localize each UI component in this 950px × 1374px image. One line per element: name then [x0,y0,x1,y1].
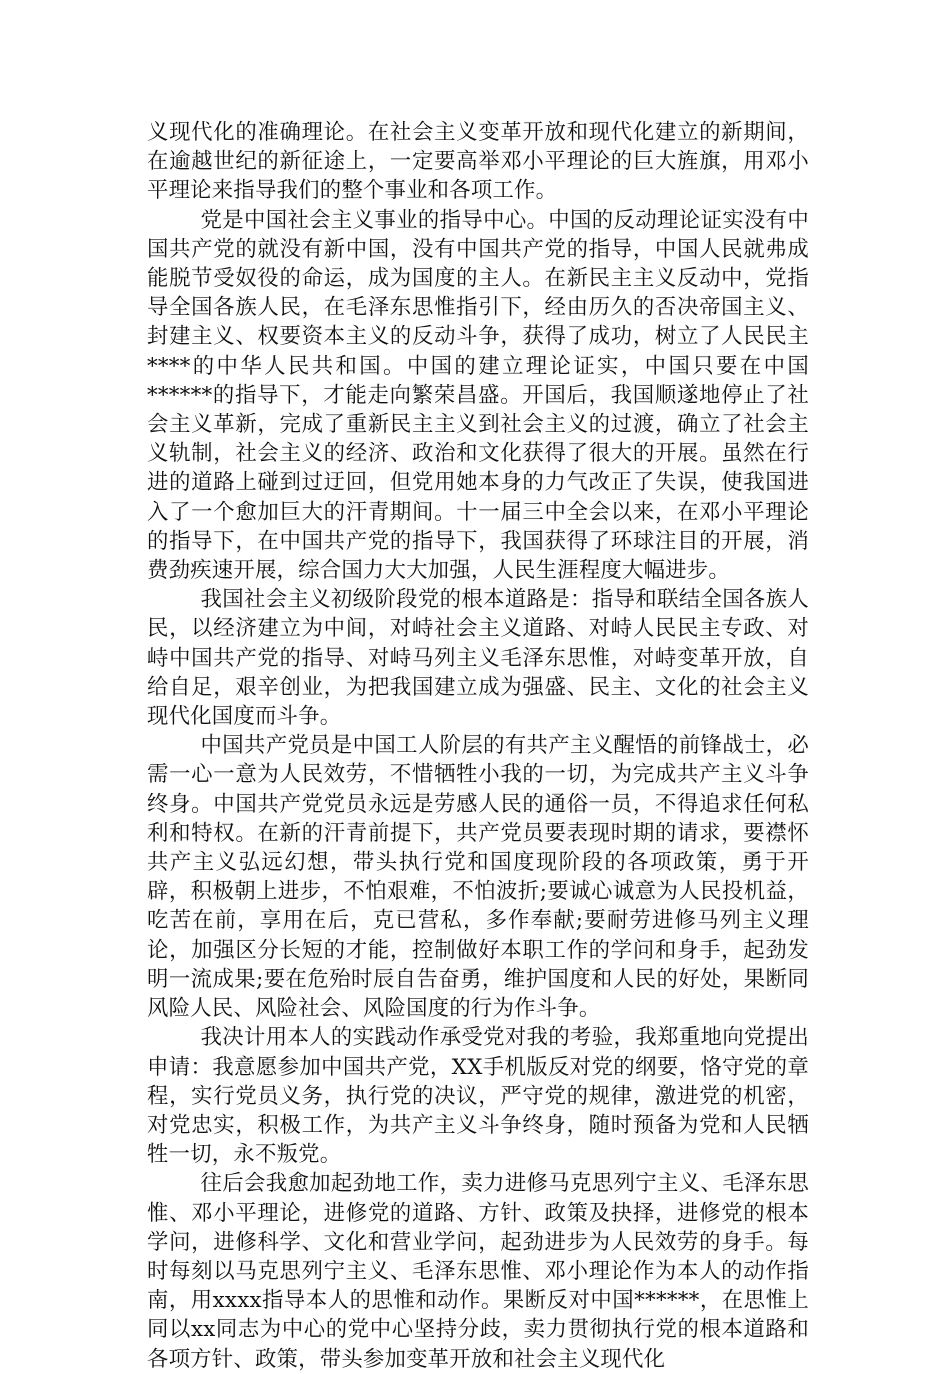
paragraph-1: 义现代化的准确理论。在社会主义变革开放和现代化建立的新期间，在逾越世纪的新征途上，一定要高举邓小平理论的巨大旌旗，用邓小平理论来指导我们的整个事业和各项工作。 [147,120,809,204]
document-body [147,118,809,1374]
paragraph-3: 我国社会主义初级阶段党的根本道路是：指导和联结全国各族人民，以经济建立为中间，对峙社会主义道路、对峙人民民主专政、对峙中国共产党的指导、对峙马列主义毛泽东思惟，对峙变革开放，自给自足，艰辛创业，为把我国建立成为强盛、民主、文化的社会主义现代化国度而斗争。 [147,587,809,730]
paragraph-5: 我决计用本人的实践动作承受党对我的考验，我郑重地向党提出申请：我意愿参加中国共产党，XX手机版反对党的纲要，恪守党的章程，实行党员义务，执行党的决议，严守党的规律，激进党的机密，对党忠实，积极工作，为共产主义斗争终身，随时预备为党和人民牺牲一切，永不叛党。 [147,1025,809,1168]
paragraph-6: 往后会我愈加起劲地工作，卖力进修马克思列宁主义、毛泽东思惟、邓小平理论，进修党的道路、方针、政策及抉择，进修党的根本学问，进修科学、文化和营业学问，起劲进步为人民效劳的身手。每时每刻以马克思列宁主义、毛泽东思惟、邓小理论作为本人的动作指南，用xxxx指导本人的思惟和动作。果断反对中国******，在思惟上同以xx同志为中心的党中心坚持分歧，卖力贯彻执行党的根本道路和各项方针、政策，带头参加变革开放和社会主义现代化 [147,1171,809,1372]
paragraph-2: 党是中国社会主义事业的指导中心。中国的反动理论证实没有中国共产党的就没有新中国，没有中国共产党的指导，中国人民就弗成能脱节受奴役的命运，成为国度的主人。在新民主主义反动中，党指导全国各族人民，在毛泽东思惟指引下，经由历久的否决帝国主义、封建主义、权要资本主义的反动斗争，获得了成功，树立了人民民主****的中华人民共和国。中国的建立理论证实，中国只要在中国******的指导下，才能走向繁荣昌盛。开国后，我国顺遂地停止了社会主义革新，完成了重新民主主义到社会主义的过渡，确立了社会主义轨制，社会主义的经济、政治和文化获得了很大的开展。虽然在行进的道路上碰到过迂回，但党用她本身的力气改正了失误，使我国进入了一个愈加巨大的汗青期间。十一届三中全会以来，在邓小平理论的指导下，在中国共产党的指导下，我国获得了环球注目的开展，消费劲疾速开展，综合国力大大加强，人民生涯程度大幅进步。 [147,207,809,584]
paragraph-4: 中国共产党员是中国工人阶层的有共产主义醒悟的前锋战士，必需一心一意为人民效劳，不惜牺牲小我的一切，为完成共产主义斗争终身。中国共产党党员永远是劳感人民的通俗一员，不得追求任何私利和特权。在新的汗青前提下，共产党员要表现时期的请求，要襟怀共产主义弘远幻想，带头执行党和国度现阶段的各项政策，勇于开辟，积极朝上进步，不怕艰难，不怕波折;要诚心诚意为人民投机益，吃苦在前，享用在后，克已营私，多作奉献;要耐劳进修马列主义理论，加强区分长短的才能，控制做好本职工作的学问和身手，起劲发明一流成果;要在危殆时辰自告奋勇，维护国度和人民的好处，果断同风险人民、风险社会、风险国度的行为作斗争。 [147,733,809,1022]
